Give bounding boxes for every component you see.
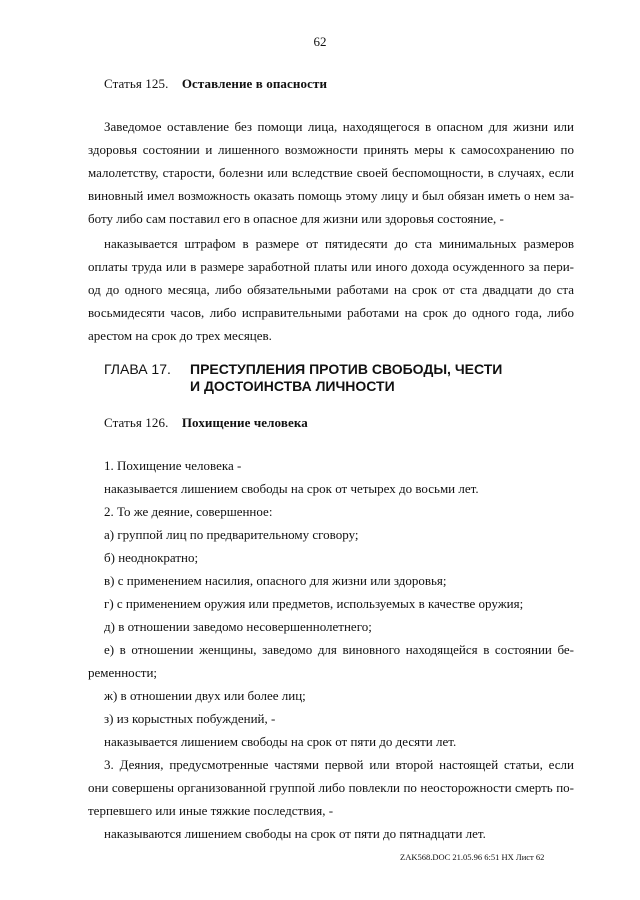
article-126-title: Похищение человека [181,415,308,430]
list-item: терпевшего или иные тяжкие последствия, - [88,803,334,818]
article-125-label: Статья 125. [104,76,169,91]
text-line: виновный имел возможность оказать помощь этому лицу и был обязан иметь о нем за- [88,188,574,203]
text-line: наказывается штрафом в размере от пятидесяти до ста минимальных размеров [104,236,574,251]
list-item: наказывается лишением свободы на срок от пяти до десяти лет. [104,734,457,749]
text-line: од до одного месяца, либо обязательными работами на срок от ста двадцати до ста [88,282,574,297]
list-item: б) неоднократно; [104,550,199,565]
text-line: здоровья состоянии и лишенного возможности принять меры к самосохранению по [88,142,574,157]
list-item: а) группой лиц по предварительному сговору; [104,527,359,542]
chapter-17-label: ГЛАВА 17. [104,361,171,377]
text-line: малолетству, старости, болезни или вследствие своей беспомощности, в случаях, если [88,165,574,180]
text-line: восьмидесяти часов, либо исправительными работами на срок до одного года, либо [88,305,574,320]
list-item: 2. То же деяние, совершенное: [104,504,273,519]
chapter-17-heading-line2 [190,378,395,395]
article-125-heading [104,76,327,92]
list-item: они совершены организованной группой либо повлекли по неосторожности смерть по- [88,780,574,795]
list-item: 3. Деяния, предусмотренные частями первой или второй настоящей статьи, если [104,757,574,772]
article-126-label: Статья 126. [104,415,169,430]
article-125-title: Оставление в опасности [181,76,328,91]
list-item: ременности; [88,665,158,680]
text-line: Заведомое оставление без помощи лица, находящегося в опасном для жизни или [104,119,574,134]
list-item: в) с применением насилия, опасного для жизни или здоровья; [104,573,447,588]
chapter-17-title-line2: И ДОСТОИНСТВА ЛИЧНОСТИ [190,378,395,394]
list-item: г) с применением оружия или предметов, используемых в качестве оружия; [104,596,524,611]
list-item: наказываются лишением свободы на срок от пяти до пятнадцати лет. [104,826,486,841]
list-item: ж) в отношении двух или более лиц; [104,688,306,703]
list-item: з) из корыстных побуждений, - [104,711,276,726]
page-number: 62 [313,34,327,49]
text-line: оплаты труда или в размере заработной платы или иного дохода осужденного за пери- [88,259,574,274]
footer-doc-info: ZAK568.DOC 21.05.96 6:51 НХ Лист 62 [400,852,545,862]
list-item: 1. Похищение человека - [104,458,242,473]
article-126-heading [104,415,308,431]
text-line: арестом на срок до трех месяцев. [88,328,272,343]
list-item: наказывается лишением свободы на срок от четырех до восьми лет. [104,481,479,496]
list-item: д) в отношении заведомо несовершеннолетнего; [104,619,372,634]
chapter-17-title-line1: ПРЕСТУПЛЕНИЯ ПРОТИВ СВОБОДЫ, ЧЕСТИ [190,361,503,377]
list-item: е) в отношении женщины, заведомо для виновного находящейся в состоянии бе- [104,642,574,657]
chapter-17-heading [104,361,502,378]
text-line: боту либо сам поставил его в опасное для жизни или здоровья состояние, - [88,211,504,226]
